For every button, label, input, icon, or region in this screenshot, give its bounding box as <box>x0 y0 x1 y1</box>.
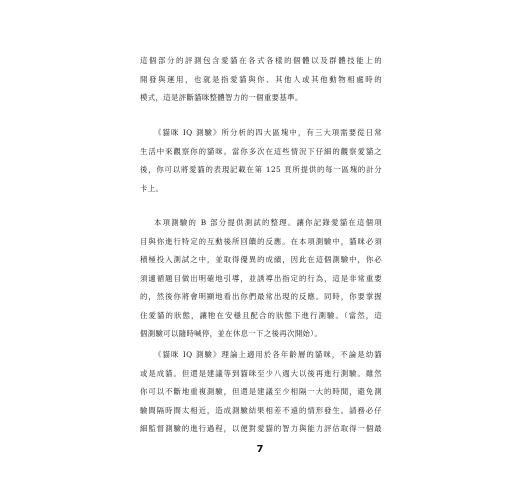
text-line: 本項測驗的 B 部分提供測試的整理。讓你記錄愛貓在這個項 <box>154 218 382 227</box>
text-line: 的，然後你將會明顯地看出你們最常出現的反應。同時，你要掌握 <box>140 292 382 301</box>
paragraph-age-suitability <box>140 346 382 439</box>
text-line: 積極投入測試之中，並取得優異的成績，因此在這個測驗中，你必 <box>140 255 382 264</box>
paragraph-social-skills <box>140 52 382 108</box>
text-line: 細監督測驗的進行過程，以便對愛貓的智力與能力評估取得一個最 <box>140 424 382 433</box>
text-line: 模式，這是評斷貓咪整體智力的一個重要基準。 <box>140 93 303 102</box>
text-line: 驗間隔時間太相近，造成測驗結果相差不遠的情形發生。請務必仔 <box>140 405 382 415</box>
text-line: 後，你可以將愛貓的表現記載在第 125 頁所提供的每一區塊的計分 <box>140 165 382 174</box>
text-line: 開發與運用，也就是指愛貓與你、其他人或其他動物相處時的 <box>140 74 382 84</box>
text-line: 卡上。 <box>140 183 164 193</box>
text-line: 《貓咪 IQ 測驗》所分析的四大區塊中，有三大項需要從日常 <box>154 128 382 137</box>
paragraph-four-sections <box>140 124 382 198</box>
text-line: 你可以不斷地重複測驗，但還是建議至少相隔一大的時間，避免測 <box>140 387 382 396</box>
text-line: 須適循題目做出明確地引導，並誘導出指定的行為，這是非常重要 <box>140 273 382 283</box>
text-line: 或是成貓。但還是建議等到貓咪至少八週大以後再進行測驗。雖然 <box>140 368 382 378</box>
paragraph-part-b <box>140 214 382 344</box>
text-line: 生活中來觀察你的貓咪。當你多次在這些情況下仔細的觀察愛貓之 <box>140 146 382 156</box>
text-line: 個測驗可以隨時喊停，並在休息一下之後再次開始）。 <box>140 329 323 338</box>
text-line: 這個部分的評測包含愛貓在各式各樣的個體以及群體技能上的 <box>140 56 382 65</box>
text-line: 目與你進行特定的互動後所回饋的反應。在本項測驗中，貓咪必須 <box>140 236 382 246</box>
page-number: 7 <box>256 444 264 455</box>
text-line: 《貓咪 IQ 測驗》理論上適用於各年齡層的貓咪，不論是幼貓 <box>154 350 382 359</box>
text-line: 住愛貓的狀態，讓牠在安穩且配合的狀態下進行測驗。（當然，這 <box>140 310 382 320</box>
